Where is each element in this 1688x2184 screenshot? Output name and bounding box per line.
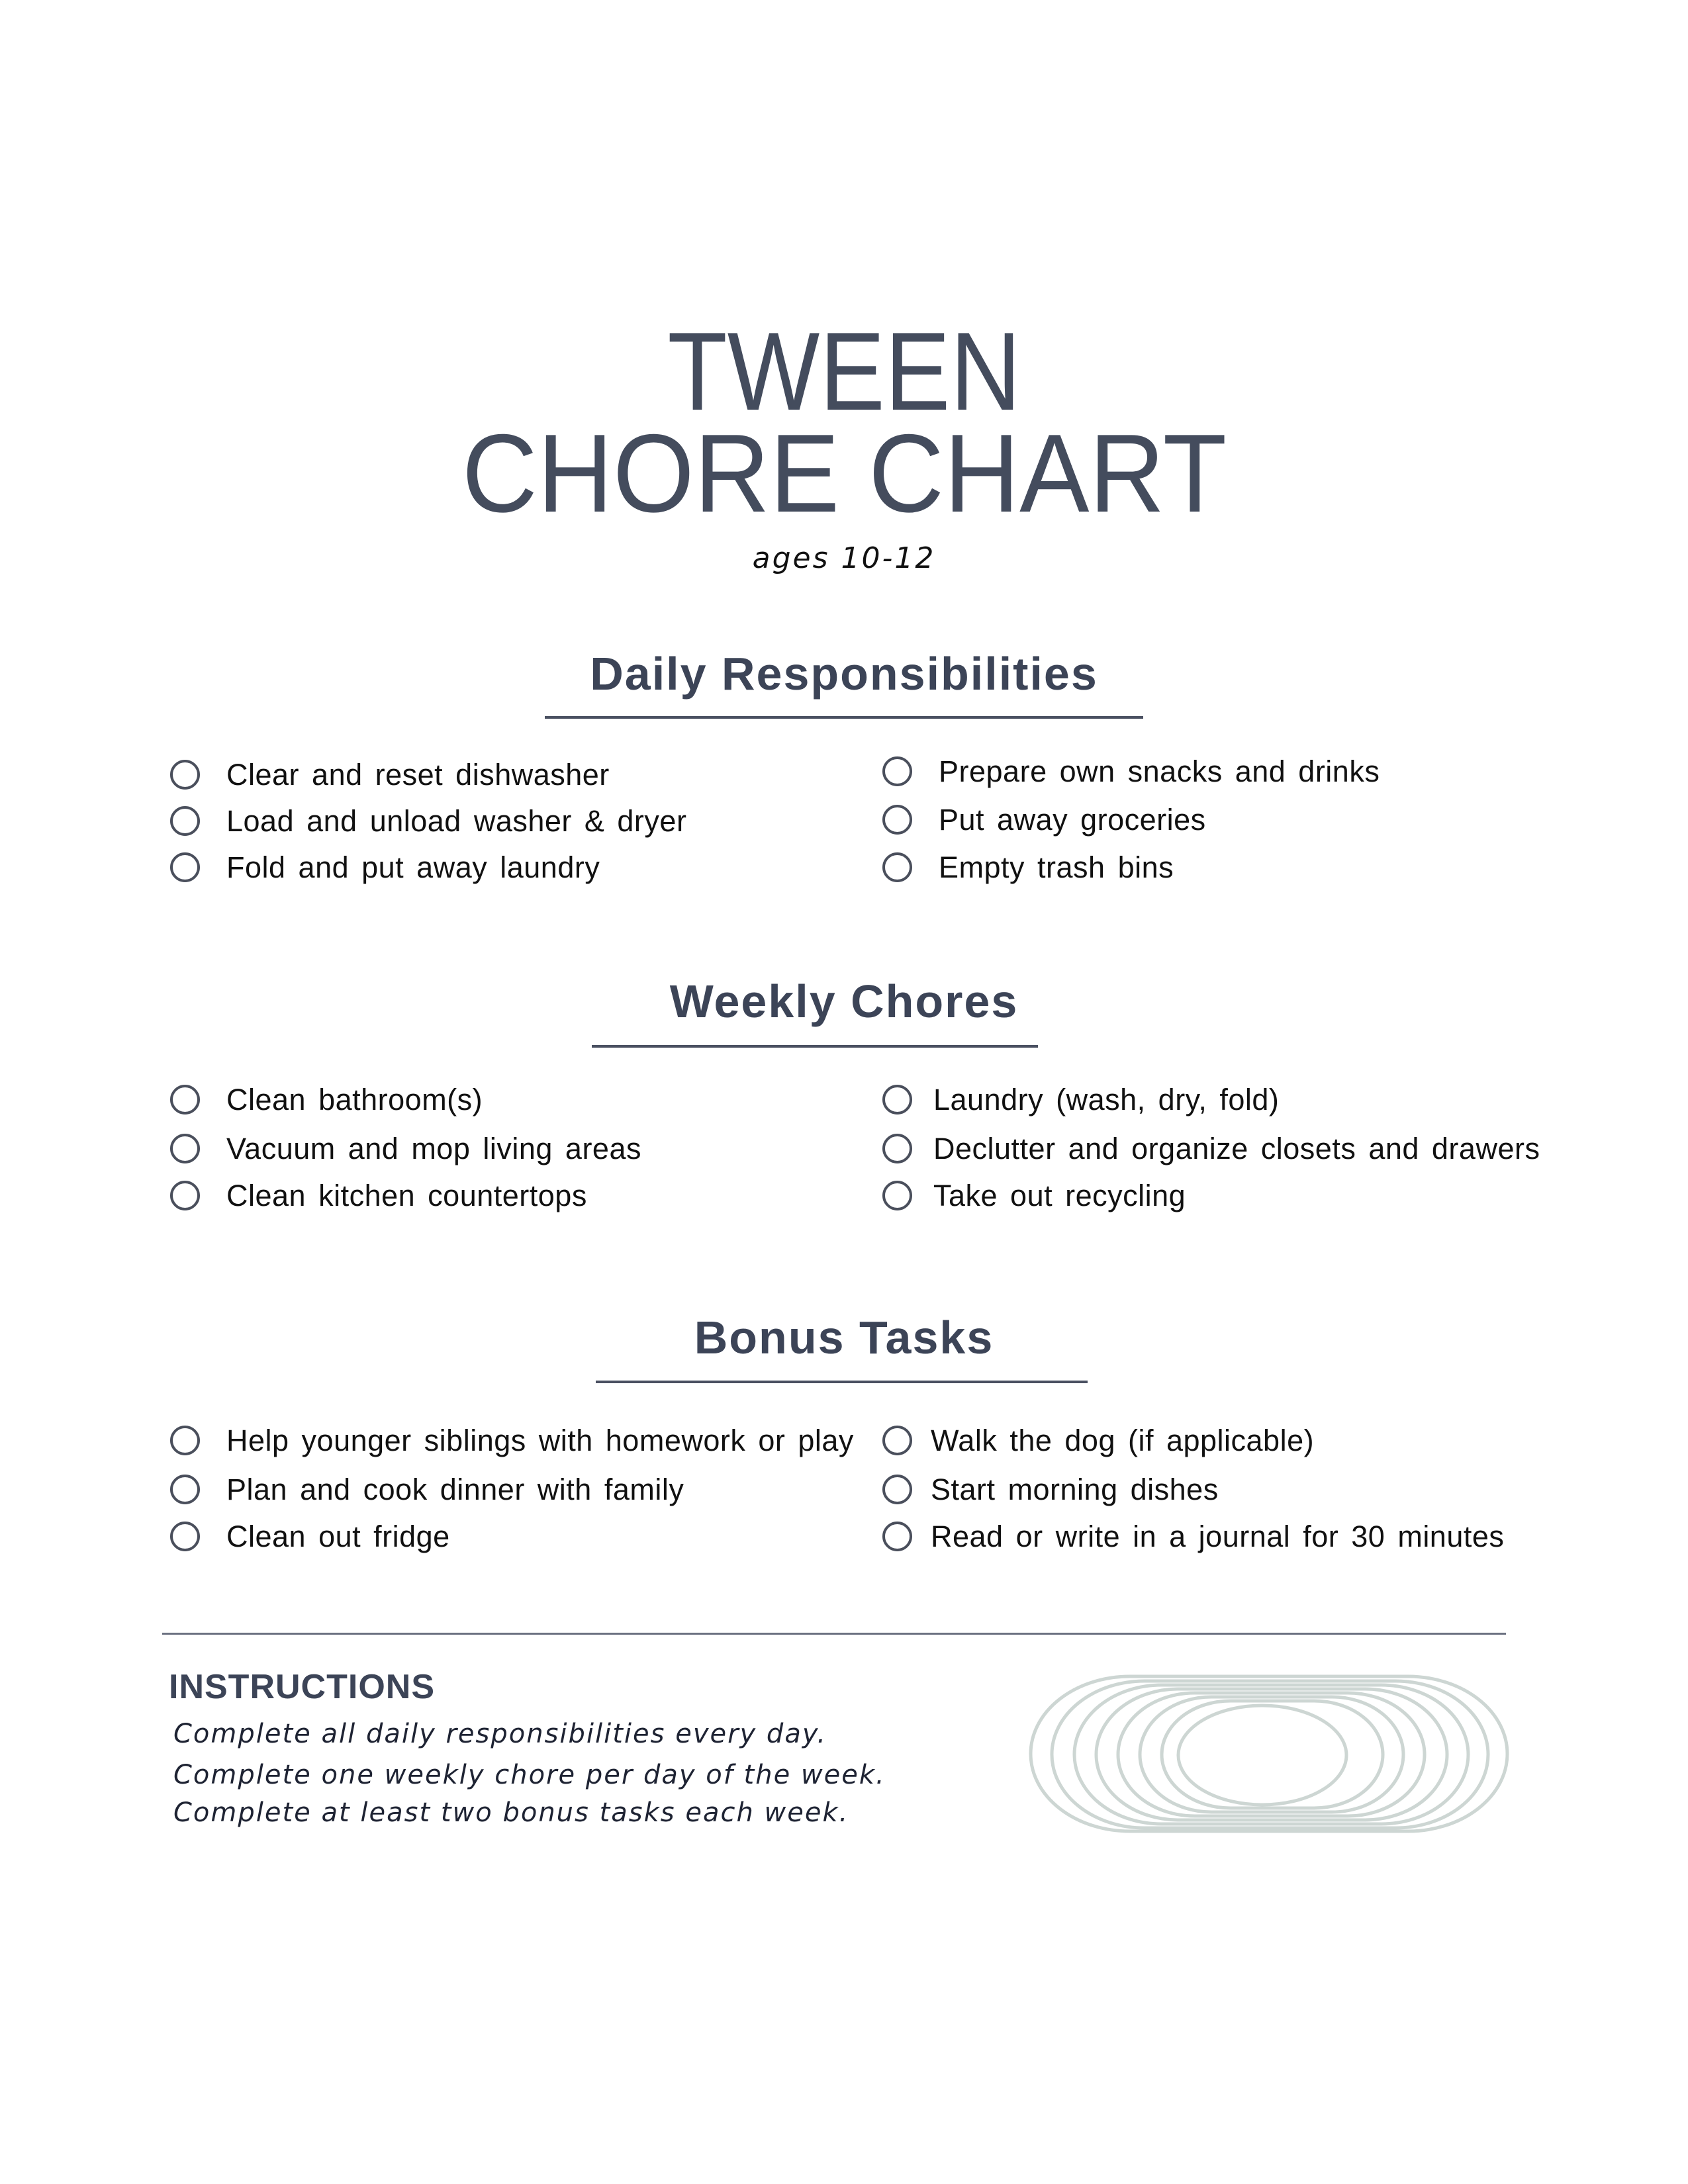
checklist-item-label: Clean kitchen countertops <box>226 1179 587 1212</box>
checklist-item-label: Read or write in a journal for 30 minutes <box>931 1520 1505 1553</box>
empty-circle-checkbox-icon[interactable] <box>882 1181 912 1210</box>
empty-circle-checkbox-icon[interactable] <box>170 1426 200 1455</box>
empty-circle-checkbox-icon[interactable] <box>170 1134 200 1163</box>
checklist-item-label: Start morning dishes <box>931 1473 1219 1506</box>
checklist-item-label: Help younger siblings with homework or play <box>226 1424 854 1457</box>
title-tween: TWEEN <box>667 309 1021 433</box>
empty-circle-checkbox-icon[interactable] <box>882 1134 912 1163</box>
empty-circle-checkbox-icon[interactable] <box>170 1085 200 1115</box>
empty-circle-checkbox-icon[interactable] <box>882 805 912 835</box>
empty-circle-checkbox-icon[interactable] <box>170 852 200 882</box>
section-underline-weekly <box>592 1045 1038 1048</box>
checklist-item-label: Fold and put away laundry <box>226 850 600 884</box>
section-heading-daily: Daily Responsibilities <box>590 648 1098 700</box>
empty-circle-checkbox-icon[interactable] <box>170 1522 200 1551</box>
section-underline-daily <box>545 716 1143 719</box>
checklist-item-label: Laundry (wash, dry, fold) <box>933 1083 1280 1116</box>
checklist-item-label: Load and unload washer & dryer <box>226 804 687 838</box>
instruction-line: Complete one weekly chore per day of the week. <box>173 1760 886 1790</box>
instruction-line: Complete at least two bonus tasks each week. <box>173 1797 849 1828</box>
checklist-item-label: Prepare own snacks and drinks <box>939 754 1380 788</box>
instructions-heading: INSTRUCTIONS <box>169 1668 435 1706</box>
empty-circle-checkbox-icon[interactable] <box>882 1085 912 1115</box>
section-underline-bonus <box>596 1381 1088 1383</box>
empty-circle-checkbox-icon[interactable] <box>882 852 912 882</box>
empty-circle-checkbox-icon[interactable] <box>170 806 200 836</box>
title-line-1 <box>0 309 1688 433</box>
concentric-ovals-decoration-icon <box>1019 1668 1523 1846</box>
section-heading-weekly: Weekly Chores <box>669 976 1019 1027</box>
empty-circle-checkbox-icon[interactable] <box>170 760 200 790</box>
empty-circle-checkbox-icon[interactable] <box>882 1426 912 1455</box>
empty-circle-checkbox-icon[interactable] <box>170 1181 200 1210</box>
checklist-item-label: Take out recycling <box>933 1179 1186 1212</box>
empty-circle-checkbox-icon[interactable] <box>170 1475 200 1504</box>
checklist-item-label: Clean bathroom(s) <box>226 1083 483 1116</box>
checklist-item-label: Walk the dog (if applicable) <box>931 1424 1315 1457</box>
checklist-item-label: Empty trash bins <box>939 850 1174 884</box>
instruction-line: Complete all daily responsibilities every day. <box>173 1719 827 1749</box>
instructions-divider <box>162 1633 1506 1635</box>
checklist-item-label: Vacuum and mop living areas <box>226 1132 641 1165</box>
age-range-subtitle: ages 10-12 <box>752 541 936 575</box>
checklist-item-label: Declutter and organize closets and drawers <box>933 1132 1540 1165</box>
empty-circle-checkbox-icon[interactable] <box>882 1475 912 1504</box>
title-line-2 <box>0 411 1688 535</box>
checklist-item-label: Clean out fridge <box>226 1520 450 1553</box>
checklist-item-label: Clear and reset dishwasher <box>226 758 610 792</box>
checklist-item-label: Plan and cook dinner with family <box>226 1473 684 1506</box>
checklist-item-label: Put away groceries <box>939 803 1206 837</box>
empty-circle-checkbox-icon[interactable] <box>882 1522 912 1551</box>
empty-circle-checkbox-icon[interactable] <box>882 756 912 786</box>
title-chore-chart: CHORE CHART <box>461 411 1227 535</box>
section-heading-bonus: Bonus Tasks <box>694 1312 994 1363</box>
